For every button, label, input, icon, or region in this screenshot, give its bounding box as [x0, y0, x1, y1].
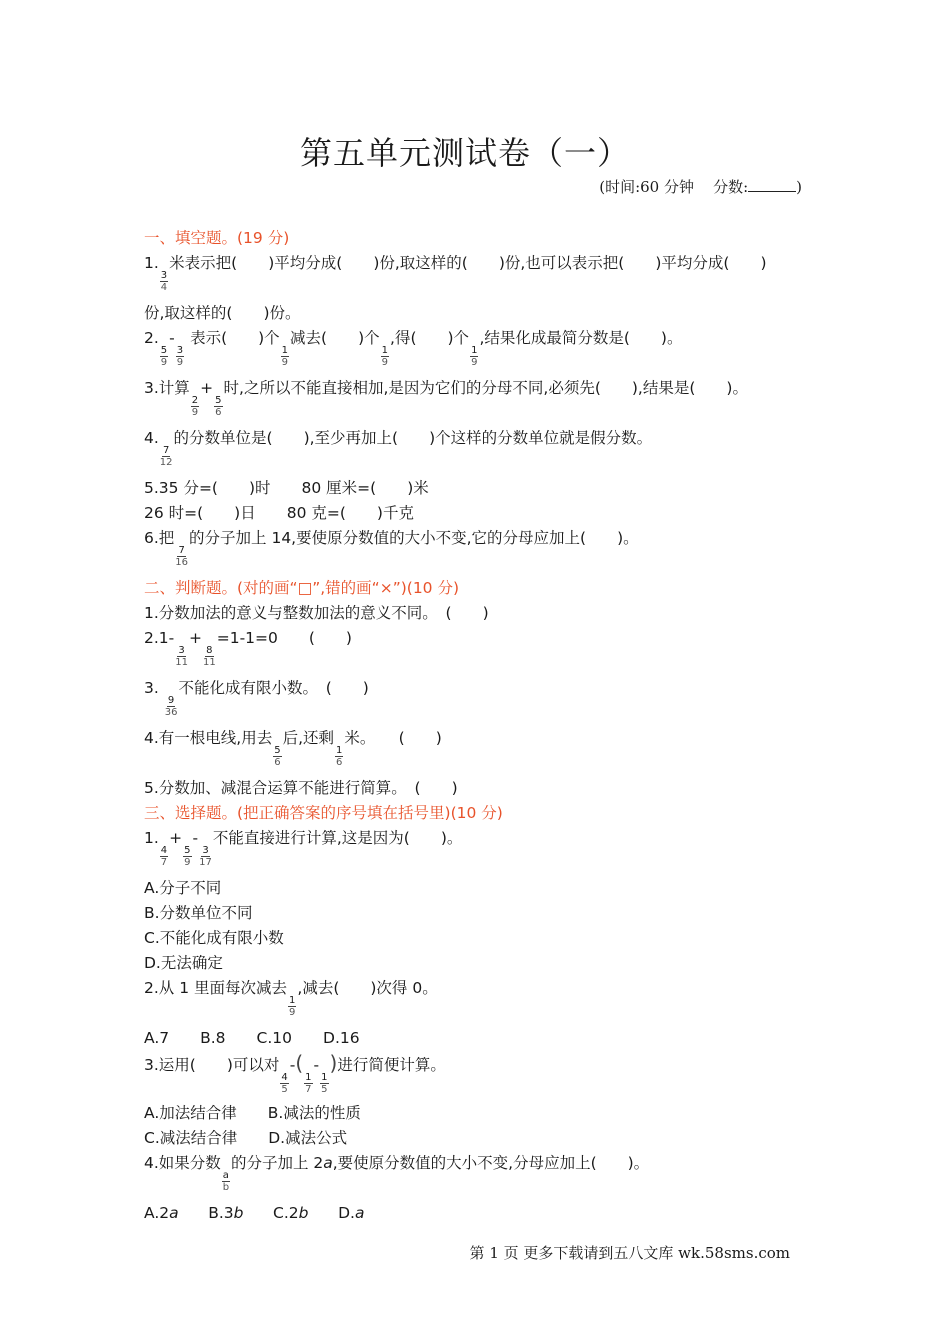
question-4: 4. $\frac{7}{12}$ 的分数单位是( ),至少再加上( )个这样的分数单位就是假分数。	[144, 429, 653, 468]
fraction: $\frac{1}{9}$	[471, 345, 478, 368]
fraction: $\frac{3}{4}$	[160, 270, 168, 293]
question-6: 6.把 $\frac{7}{16}$ 的分子加上 14,要使原分数值的大小不变,它的分母应加上( )。	[144, 529, 639, 568]
judge-3: 3. $\frac{9}{36}$ 不能化成有限小数。 ( )	[144, 679, 369, 718]
choice-4: 4.如果分数 $\frac{a}{b}$ 的分子加上 2a,要使原分数值的大小不变,分母应加上( )。	[144, 1154, 650, 1193]
question-5-line-2: 26 时=( )日 80 克=( )千克	[144, 504, 414, 522]
fraction: $\frac{1}{7}$	[305, 1072, 312, 1095]
question-1-cont: 份,取这样的( )份。	[144, 304, 301, 322]
question-1: 1. $\frac{3}{4}$ 米表示把( )平均分成( )份,取这样的( )份,也可以表示把( )平均分成( )	[144, 254, 767, 293]
fraction: $\frac{7}{12}$	[159, 445, 173, 468]
choice-2-options: A.7 B.8 C.10 D.16	[144, 1029, 360, 1047]
page-footer: 第 1 页 更多下载请到五八文库 wk.58sms.com	[469, 1244, 790, 1262]
choice-1-option-d: D.无法确定	[144, 954, 223, 972]
fraction: $\frac{1}{9}$	[381, 345, 389, 368]
fraction: $\frac{a}{b}$	[222, 1170, 230, 1193]
fraction: $\frac{5}{9}$	[184, 845, 191, 868]
meta-close: )	[796, 178, 802, 196]
judge-5: 5.分数加、减混合运算不能进行简算。 ( )	[144, 779, 458, 797]
fraction: $\frac{1}{5}$	[321, 1072, 328, 1095]
fraction: $\frac{3}{17}$	[199, 845, 212, 868]
exam-meta	[599, 176, 802, 197]
fraction: $\frac{5}{6}$	[274, 745, 281, 768]
choice-4-options: A.2a B.3b C.2b D.a	[144, 1204, 365, 1222]
section-heading-judge: 二、判断题。(对的画“□”,错的画“×”)(10 分)	[144, 579, 460, 597]
judge-1: 1.分数加法的意义与整数加法的意义不同。 ( )	[144, 604, 489, 622]
section-heading-fill: 一、填空题。(19 分)	[144, 229, 290, 247]
choice-2: 2.从 1 里面每次减去 $\frac{1}{9}$ ,减去( )次得 0。	[144, 979, 438, 1018]
question-2: 2. $\frac{5}{9}$ - $\frac{3}{9}$ 表示( )个 $\frac{1}{9}$ 减去( )个 $\frac{1}{9}$ ,得( )个 $\frac{1}{9}$ ,结果化成最简分数是( )。	[144, 329, 683, 368]
fraction: $\frac{4}{7}$	[160, 845, 168, 868]
choice-3-options-1: A.加法结合律 B.减法的性质	[144, 1104, 361, 1122]
fraction: $\frac{5}{6}$	[215, 395, 222, 418]
choice-3-options-2: C.减法结合律 D.减法公式	[144, 1129, 348, 1147]
fraction: $\frac{4}{5}$	[281, 1072, 288, 1095]
question-5-line-1: 5.35 分=( )时 80 厘米=( )米	[144, 479, 429, 497]
time-label: (时间:60 分钟	[599, 178, 694, 196]
choice-1-option-a: A.分子不同	[144, 879, 222, 897]
fraction: $\frac{1}{6}$	[336, 745, 343, 768]
fraction: $\frac{8}{11}$	[202, 645, 216, 668]
choice-1-option-c: C.不能化成有限小数	[144, 929, 284, 947]
fraction: $\frac{1}{9}$	[281, 345, 289, 368]
choice-1: 1. $\frac{4}{7}$ + $\frac{5}{9}$ - $\frac{3}{17}$ 不能直接进行计算,这是因为( )。	[144, 829, 463, 868]
judge-2: 2.1- $\frac{3}{11}$ + $\frac{8}{11}$ =1-1=0 ( )	[144, 629, 352, 668]
choice-1-option-b: B.分数单位不同	[144, 904, 253, 922]
exam-content	[144, 226, 804, 1226]
score-label: 分数:	[713, 178, 749, 196]
fraction: $\frac{1}{9}$	[289, 995, 296, 1018]
fraction: $\frac{9}{36}$	[164, 695, 178, 718]
page-title: 第五单元测试卷（一）	[299, 134, 630, 172]
question-3: 3.计算 $\frac{2}{9}$ + $\frac{5}{6}$ 时,之所以不能直接相加,是因为它们的分母不同,必须先( ),结果是( )。	[144, 379, 748, 418]
fraction: $\frac{3}{11}$	[175, 645, 188, 668]
section-heading-choice: 三、选择题。(把正确答案的序号填在括号里)(10 分)	[144, 804, 503, 822]
fraction: $\frac{7}{16}$	[175, 545, 189, 568]
fraction: $\frac{3}{9}$	[176, 345, 184, 368]
fraction: $\frac{5}{9}$	[160, 345, 168, 368]
score-blank	[748, 191, 796, 192]
judge-4: 4.有一根电线,用去 $\frac{5}{6}$ 后,还剩 $\frac{1}{6}$ 米。 ( )	[144, 729, 442, 768]
choice-3: 3.运用( )可以对 $\frac{4}{5}$ -( $\frac{1}{7}$ - $\frac{1}{5}$ )进行简便计算。	[144, 1051, 446, 1095]
fraction: $\frac{2}{9}$	[191, 395, 199, 418]
